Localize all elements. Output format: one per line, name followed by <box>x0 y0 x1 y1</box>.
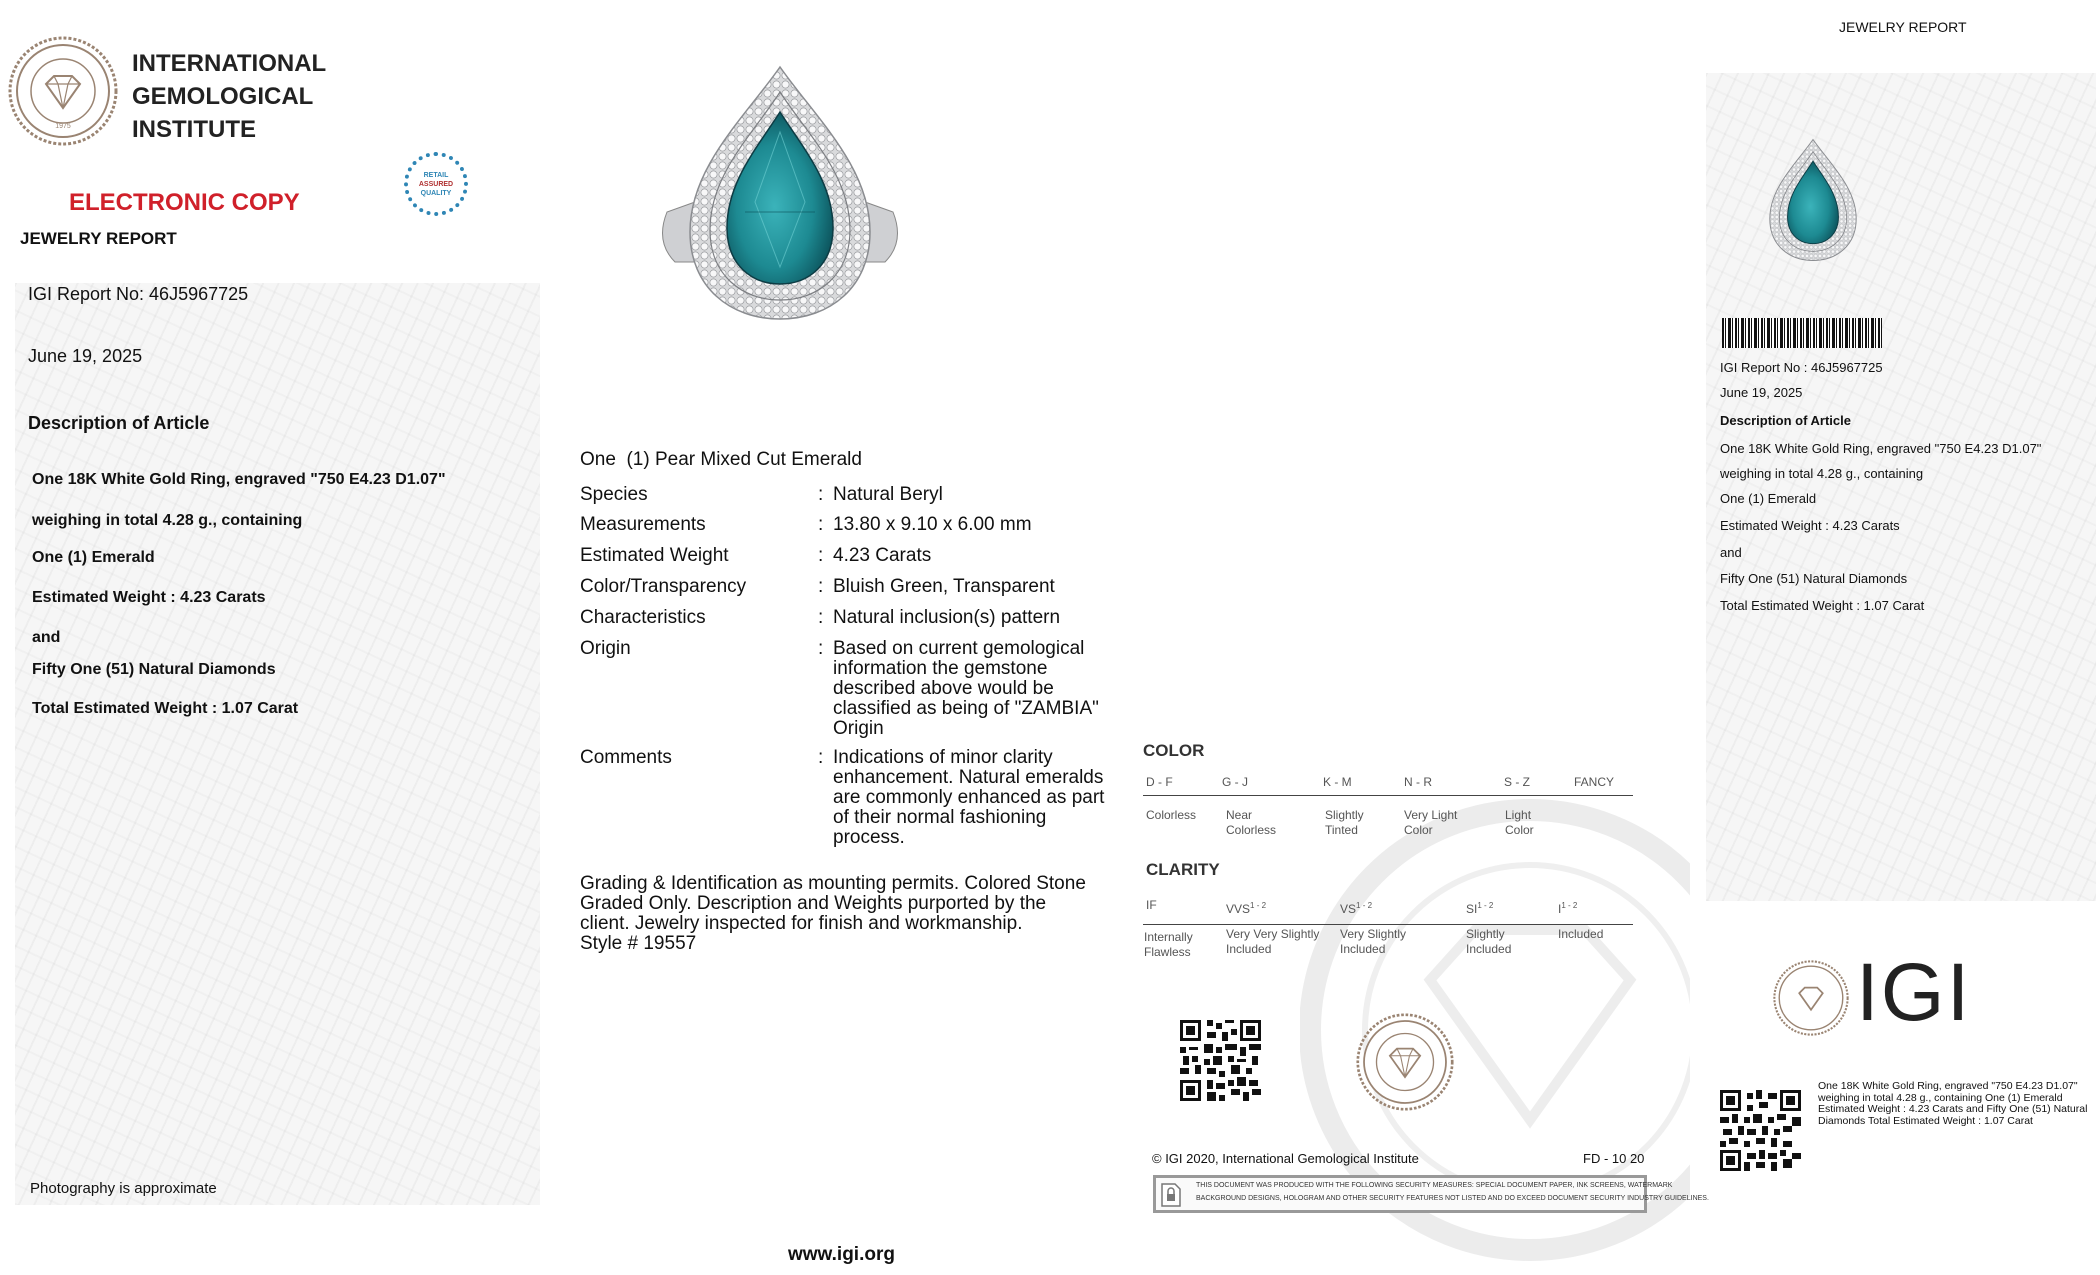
clarity-grade-sup: 1 - 2 <box>1561 901 1578 910</box>
color-grade-2: G - J <box>1222 775 1248 789</box>
clarity-grade-name: SI <box>1466 902 1478 916</box>
color-grade-1: D - F <box>1146 775 1173 789</box>
institute-name-line3: INSTITUTE <box>132 116 256 143</box>
igi-seal-center <box>1356 1013 1454 1111</box>
desc-line-4: Estimated Weight : 4.23 Carats <box>32 589 266 606</box>
ring-photo-small <box>1753 132 1873 268</box>
institute-name <box>132 47 326 146</box>
detail-label: Species <box>580 484 648 505</box>
ring-photo <box>655 62 905 324</box>
detail-colon: : <box>818 638 824 659</box>
clarity-grade-name: VVS <box>1226 902 1251 916</box>
description-heading: Description of Article <box>28 413 210 433</box>
svg-text:1975: 1975 <box>55 123 71 130</box>
detail-label: Color/Transparency <box>580 576 747 597</box>
badge-line2: ASSURED <box>418 180 454 188</box>
photography-note: Photography is approximate <box>30 1180 217 1197</box>
clarity-desc-1: Internally Flawless <box>1144 930 1193 959</box>
detail-colon: : <box>818 545 824 566</box>
desc-line-2: weighing in total 4.28 g., containing <box>32 512 303 529</box>
clarity-grade-name: IF <box>1146 898 1157 912</box>
report-number: IGI Report No: 46J5967725 <box>28 284 249 304</box>
security-line-2: BACKGROUND DESIGNS, HOLOGRAM AND OTHER SECURITY FEATURES NOT LISTED AND DO EXCEED DOCUMENT SECURITY INDUSTRY GUIDELINES. <box>1196 1195 1709 1202</box>
right-report-number: IGI Report No : 46J5967725 <box>1720 360 1883 375</box>
desc-line-5: and <box>32 629 61 646</box>
right-desc-line-3: One (1) Emerald <box>1720 491 1817 506</box>
badge-line3: QUALITY <box>420 189 452 197</box>
desc-line-1: One 18K White Gold Ring, engraved "750 E4.23 D1.07" <box>32 471 446 488</box>
qr-code-right[interactable] <box>1720 1090 1801 1171</box>
detail-value: Based on current gemological information the gemstone described above would be classified as being of "ZAMBIA" Origin <box>833 638 1099 739</box>
security-notice-box <box>1153 1175 1709 1213</box>
color-desc-4: Very Light Color <box>1404 808 1458 837</box>
detail-label: Measurements <box>580 514 706 535</box>
report-date: June 19, 2025 <box>28 346 143 366</box>
clarity-grade-1 <box>1146 898 1157 913</box>
detail-value: 4.23 Carats <box>833 545 932 566</box>
document-icon <box>1160 1183 1182 1207</box>
clarity-desc-3: Very Slightly Included <box>1340 927 1407 956</box>
detail-label: Comments <box>580 747 672 768</box>
right-desc-line-1: One 18K White Gold Ring, engraved "750 E4.23 D1.07" <box>1720 441 2042 456</box>
igi-seal-logo <box>8 36 118 146</box>
qr-summary-text: One 18K White Gold Ring, engraved "750 E4.23 D1.07" weighing in total 4.28 g., containing One (1) Emerald Estimated Weight : 4.23 Carats and Fifty One (51) Natural Diamonds Total Estimated Weight : 1.07 Carat <box>1818 1080 2088 1127</box>
right-desc-line-6: Fifty One (51) Natural Diamonds <box>1720 571 1908 586</box>
grading-note-text: Grading & Identification as mounting permits. Colored Stone Graded Only. Description and Weights purported by the client. Jewelry inspected for finish and workmanship. <box>580 873 1086 934</box>
clarity-grade-2 <box>1226 898 1266 917</box>
clarity-scale-rule <box>1143 924 1633 925</box>
retail-assured-badge <box>404 152 468 216</box>
right-description-heading: Description of Article <box>1720 413 1851 428</box>
clarity-grade-4 <box>1466 898 1493 917</box>
detail-colon: : <box>818 484 824 505</box>
color-grade-6: FANCY <box>1574 775 1615 789</box>
clarity-grade-sup: 1 - 2 <box>1250 901 1267 910</box>
detail-colon: : <box>818 514 824 535</box>
color-desc-5: Light Color <box>1505 808 1534 837</box>
igi-seal-right <box>1773 960 1849 1036</box>
color-desc-1: Colorless <box>1146 808 1197 822</box>
clarity-grade-name: I <box>1558 902 1562 916</box>
color-grade-3: K - M <box>1323 775 1352 789</box>
color-desc-3: Slightly Tinted <box>1325 808 1364 837</box>
clarity-grade-sup: 1 - 2 <box>1477 901 1494 910</box>
detail-label: Characteristics <box>580 607 706 628</box>
desc-line-6: Fifty One (51) Natural Diamonds <box>32 661 276 678</box>
detail-label: Estimated Weight <box>580 545 729 566</box>
institute-name-line2: GEMOLOGICAL <box>132 83 314 110</box>
detail-value: Indications of minor clarity enhancement. Natural emeralds are commonly enhanced as part of their normal fashioning process. <box>833 747 1105 848</box>
barcode <box>1722 318 1882 348</box>
stone-title: One (1) Pear Mixed Cut Emerald <box>580 449 862 470</box>
qr-code[interactable] <box>1180 1020 1261 1101</box>
grading-note <box>580 874 1100 954</box>
clarity-grade-3 <box>1340 898 1372 917</box>
color-scale-heading: COLOR <box>1143 741 1205 760</box>
color-grade-4: N - R <box>1404 775 1432 789</box>
detail-value: Natural Beryl <box>833 484 943 505</box>
detail-colon: : <box>818 576 824 597</box>
right-report-date: June 19, 2025 <box>1720 385 1803 400</box>
right-desc-line-5: and <box>1720 545 1742 560</box>
clarity-desc-4: Slightly Included <box>1466 927 1512 956</box>
clarity-grade-5 <box>1558 898 1577 917</box>
copyright-text: © IGI 2020, International Gemological Institute <box>1152 1151 1419 1166</box>
detail-value: 13.80 x 9.10 x 6.00 mm <box>833 514 1032 535</box>
color-grade-5: S - Z <box>1504 775 1530 789</box>
right-desc-line-2: weighing in total 4.28 g., containing <box>1720 466 1924 481</box>
electronic-copy-label: ELECTRONIC COPY <box>69 189 300 216</box>
clarity-desc-5: Included <box>1558 927 1604 941</box>
detail-value: Natural inclusion(s) pattern <box>833 607 1061 628</box>
form-code: FD - 10 20 <box>1583 1151 1645 1166</box>
desc-line-7: Total Estimated Weight : 1.07 Carat <box>32 700 299 717</box>
detail-label: Origin <box>580 638 631 659</box>
igi-brand-wordmark: IGI <box>1856 947 1972 1038</box>
clarity-desc-2: Very Very Slightly Included <box>1226 927 1320 956</box>
website-link[interactable]: www.igi.org <box>788 1244 895 1265</box>
right-desc-line-4: Estimated Weight : 4.23 Carats <box>1720 518 1900 533</box>
right-desc-line-7: Total Estimated Weight : 1.07 Carat <box>1720 598 1925 613</box>
desc-line-3: One (1) Emerald <box>32 549 155 566</box>
badge-line1: RETAIL <box>423 171 449 179</box>
detail-colon: : <box>818 747 824 768</box>
clarity-grade-name: VS <box>1340 902 1357 916</box>
clarity-scale-heading: CLARITY <box>1146 860 1220 879</box>
right-stub-title: JEWELRY REPORT <box>1839 19 1967 35</box>
security-line-1: THIS DOCUMENT WAS PRODUCED WITH THE FOLLOWING SECURITY MEASURES: SPECIAL DOCUMENT PAPER, INK SCREENS, WATERMARK <box>1196 1182 1673 1189</box>
report-title: JEWELRY REPORT <box>20 229 177 248</box>
detail-value: Bluish Green, Transparent <box>833 576 1055 597</box>
color-scale-rule <box>1143 795 1633 796</box>
detail-colon: : <box>818 607 824 628</box>
institute-name-line1: INTERNATIONAL <box>132 50 327 77</box>
clarity-grade-sup: 1 - 2 <box>1356 901 1373 910</box>
color-desc-2: Near Colorless <box>1226 808 1277 837</box>
style-number: Style # 19557 <box>580 933 697 954</box>
